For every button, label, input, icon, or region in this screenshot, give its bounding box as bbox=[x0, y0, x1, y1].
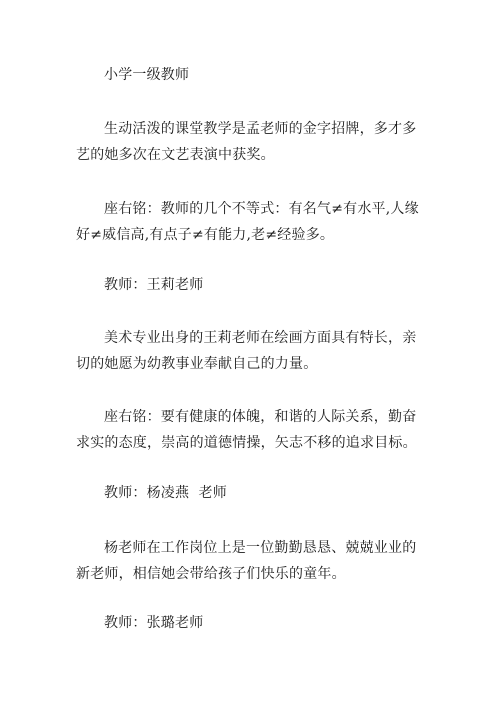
teacher-description: 美术专业出身的王莉老师在绘画方面具有特长，亲切的她愿为幼教事业奉献自己的力量。 bbox=[76, 330, 417, 372]
teacher-description: 杨老师在工作岗位上是一位勤勤恳恳、兢兢业业的新老师，相信她会带给孩子们快乐的童年。 bbox=[76, 540, 417, 582]
motto-paragraph: 座右铭：教师的几个不等式：有名气≠有水平,人缘好≠威信高,有点子≠有能力,老≠经验多。 bbox=[76, 201, 419, 243]
motto-paragraph: 座右铭：要有健康的体魄，和谐的人际关系，勤奋求实的态度，崇高的道德情操，矢志不移的追求目标。 bbox=[76, 409, 417, 451]
teacher-description: 生动活泼的课堂教学是孟老师的金字招牌，多才多艺的她多次在文艺表演中获奖。 bbox=[76, 121, 417, 163]
teacher-name-heading: 教师：王莉老师 bbox=[104, 277, 204, 293]
teacher-name-heading: 教师：杨凌燕 老师 bbox=[104, 485, 227, 501]
teacher-title-line: 小学一级教师 bbox=[104, 67, 190, 83]
teacher-name-heading: 教师：张璐老师 bbox=[104, 615, 204, 631]
